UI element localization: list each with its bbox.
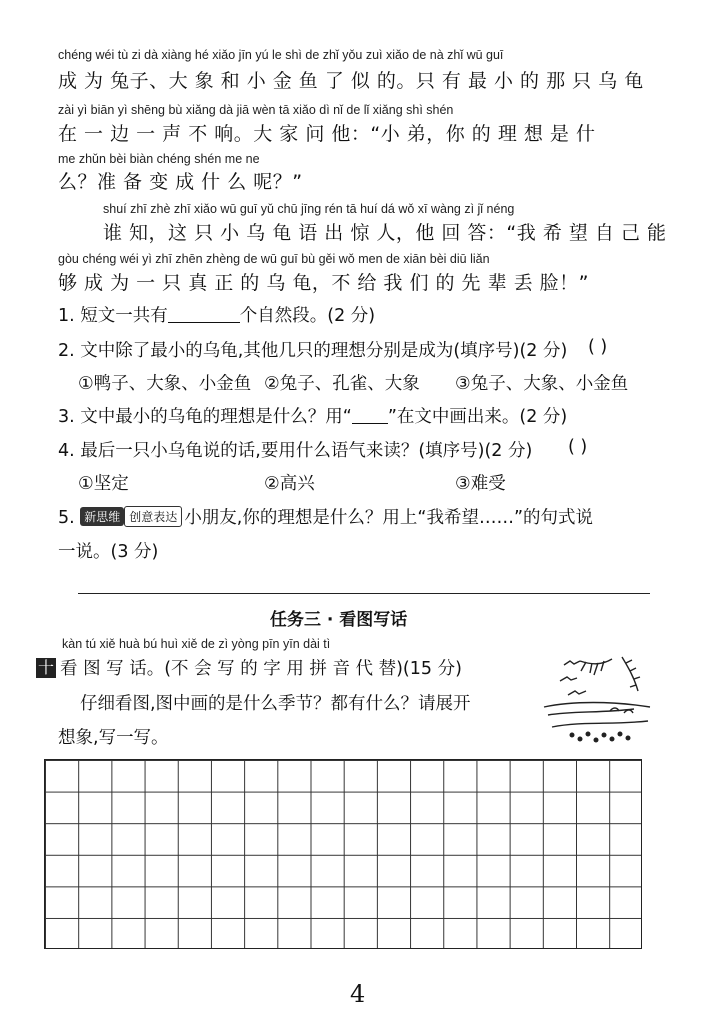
q1-answer-blank[interactable] — [168, 322, 240, 323]
passage-line4: 谁 知，这 只 小 乌 龟 语 出 惊 人，他 回 答：“我 希 望 自 己 能 — [103, 222, 667, 244]
passage-line1: 成 为 兔子、大 象 和 小 金 鱼 了 似 的。只 有 最 小 的 那 只 乌 龟 — [58, 70, 644, 92]
task3-prompt-line1: 仔细看图,图中画的是什么季节？都有什么？请展开 — [80, 694, 471, 714]
badge-creative-expression: 创意表达 — [124, 506, 182, 527]
q4-option-1: ①坚定 — [78, 474, 129, 494]
writing-grid[interactable] — [44, 759, 642, 949]
q3-text-before: 3. 文中最小的乌龟的理想是什么？用“ — [58, 407, 352, 427]
q2-option-2: ②兔子、孔雀、大象 — [264, 374, 420, 394]
task3-title: 任务三 · 看图写话 — [270, 610, 408, 630]
passage-line1-pinyin: chéng wéi tù zi dà xiàng hé xiǎo jīn yú le shì de zhǐ yǒu zuì xiǎo de nà zhǐ wū guī — [58, 48, 504, 62]
passage-line4-pinyin: shuí zhī zhè zhī xiǎo wū guī yǔ chū jīng rén tā huí dá wǒ xī wàng zì jǐ néng — [103, 202, 515, 216]
passage-line3: 么？准 备 变 成 什 么 呢？” — [58, 171, 303, 193]
question-4: 4. 最后一只小乌龟说的话,要用什么语气来读？(填序号)(2 分) — [58, 441, 533, 461]
q1-text-before: 1. 短文一共有 — [58, 306, 168, 326]
passage-line5: 够 成 为 一 只 真 正 的 乌 龟，不 给 我 们 的 先 辈 丢 脸！” — [58, 272, 590, 294]
spring-scene-picture — [542, 655, 652, 747]
q3-text-after: ”在文中画出来。(2 分) — [387, 407, 568, 427]
task3-heading-pinyin: kàn tú xiě huà bú huì xiě de zì yòng pīn yīn dài tì — [62, 637, 331, 651]
question-2: 2. 文中除了最小的乌龟,其他几只的理想分别是成为(填序号)(2 分) — [58, 341, 568, 361]
q1-text-after: 个自然段。(2 分) — [239, 306, 376, 326]
passage-line2: 在 一 边 一 声 不 响。大 家 问 他：“小 弟，你 的 理 想 是 什 — [58, 123, 596, 145]
q5-number: 5. — [58, 508, 75, 528]
passage-line2-pinyin: zài yì biān yì shēng bù xiǎng dà jiā wèn tā xiǎo dì nǐ de lǐ xiǎng shì shén — [58, 103, 454, 117]
q5-text: 小朋友,你的理想是什么？用上“我希望……”的句式说 — [184, 508, 594, 528]
q2-option-1: ①鸭子、大象、小金鱼 — [78, 374, 252, 394]
passage-line5-pinyin: gòu chéng wéi yì zhī zhēn zhèng de wū guī bù gěi wǒ men de xiān bèi diū liǎn — [58, 252, 490, 266]
q4-option-3: ③难受 — [455, 474, 506, 494]
q5-line2: 一说。(3 分) — [58, 542, 159, 562]
question-3 — [58, 403, 567, 428]
question-number-ten-icon: 十 — [37, 658, 54, 677]
q3-line-sample — [352, 423, 388, 424]
section-divider — [78, 593, 650, 594]
question-1 — [58, 302, 375, 327]
q2-answer-paren[interactable]: ( ) — [588, 337, 608, 357]
passage-line3-pinyin: me zhǔn bèi biàn chéng shén me ne — [58, 152, 260, 166]
task3-heading — [36, 655, 462, 680]
question-5 — [58, 504, 593, 529]
swallow-icon — [564, 661, 580, 665]
river-bank-icon — [544, 703, 650, 708]
page-number: 4 — [350, 980, 366, 1008]
task3-prompt-line2: 想象,写一写。 — [58, 728, 169, 748]
flower-cluster-icon — [570, 732, 631, 743]
badge-new-thinking: 新思维 — [80, 507, 124, 526]
q4-answer-paren[interactable]: ( ) — [568, 437, 588, 457]
q4-option-2: ②高兴 — [264, 474, 315, 494]
task3-heading-text: 看 图 写 话。(不 会 写 的 字 用 拼 音 代 替)(15 分) — [60, 659, 462, 679]
q2-option-3: ③兔子、大象、小金鱼 — [455, 374, 629, 394]
